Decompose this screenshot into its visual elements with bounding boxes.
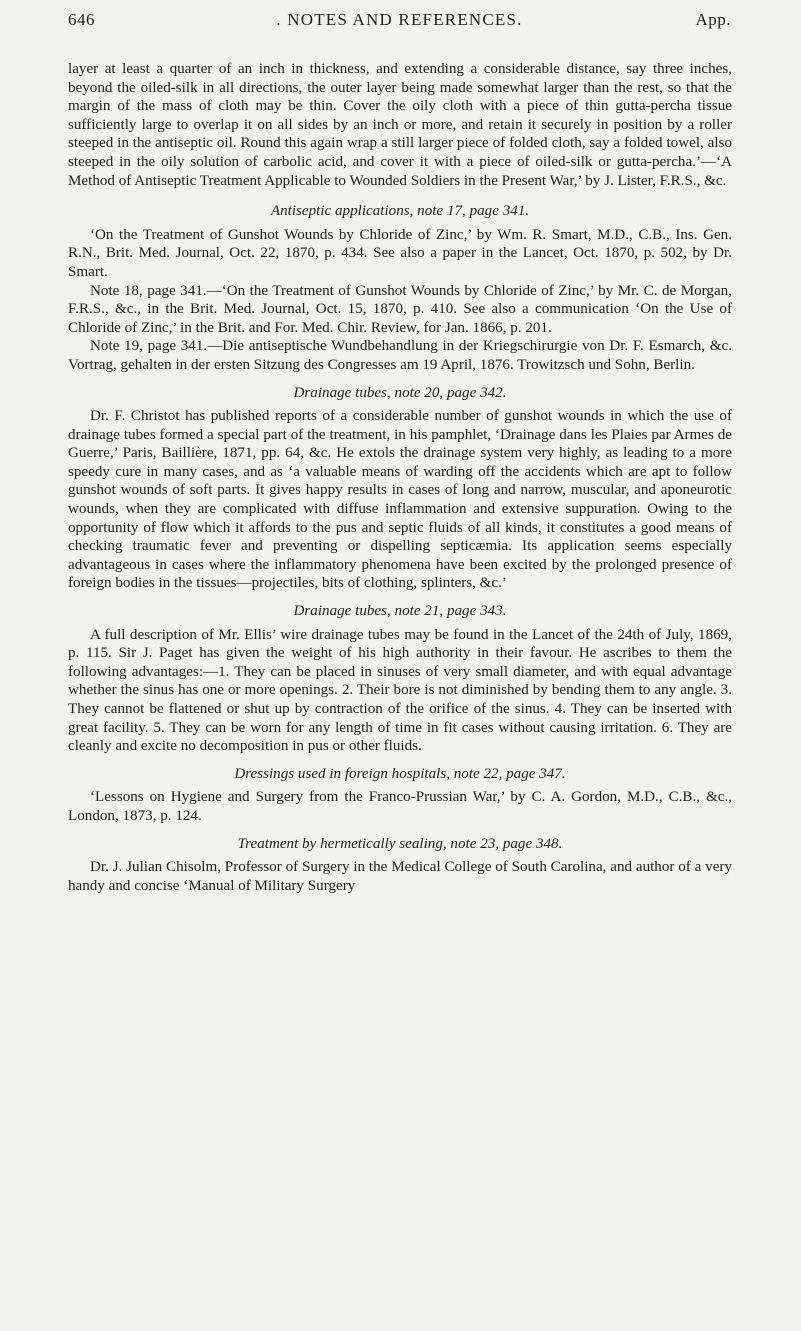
paragraph: A full description of Mr. Ellis’ wire drainage tubes may be found in the Lancet of the 24th of July, 1869, p. 115. Sir J. Paget has given the weight of his high authority in their favour. He ascribes to them the following advantages:—1. They can be placed in sinuses of very small diameter, and with equal advantage whether the sinus has one or more openings. 2. Their bore is not diminished by bending them to any angle. 3. They cannot be flattened or shut up by contraction of the orifice of the sinus. 4. They can be inserted with great facility. 5. They can be worn for any length of time in fit cases without causing irritation. 6. They are cleanly and excite no decomposition in pus or other fluids. (68, 626, 732, 755)
note-heading: Treatment by hermetically sealing, note 23, page 348. (237, 835, 563, 852)
paragraph: Dr. J. Julian Chisolm, Professor of Surgery in the Medical College of South Carolina, and author of a very handy and concise ‘Manual of Military Surgery (68, 859, 732, 894)
paragraph: ‘Lessons on Hygiene and Surgery from the Franco-Prussian War,’ by C. A. Gordon, M.D., C.B., &c., London, 1873, p. 124. (68, 789, 732, 824)
paragraph: layer at least a quarter of an inch in thickness, and extending a considerable distance, say three inches, beyond the oiled-silk in all directions, the outer layer being made somewhat larger than the rest, so that the margin of the mass of cloth may be thin. Cover the oily cloth with a piece of thin gutta-percha tissue sufficiently large to overlap it on all sides by an inch or more, and retain it securely in position by a roller steeped in the antiseptic oil. Round this again wrap a still larger piece of folded cloth, say a folded towel, also steeped in the oily solution of carbolic acid, and cover it with a piece of oiled-silk or gutta-percha.’—‘A Method of Antiseptic Treatment Applicable to Wounded Soldiers in the Present War,’ by J. Lister, F.R.S., &c. (68, 61, 732, 189)
page-body (68, 60, 732, 895)
paragraph: Dr. F. Christot has published reports of a considerable number of gunshot wounds in which the use of drainage tubes formed a special part of the treatment, in his pamphlet, ‘Drainage dans les Plaies par Armes de Guerre,’ Paris, Baillière, 1871, pp. 64, &c. He extols the drainage system very highly, as leading to a more speedy cure in many cases, and as ‘a valuable means of warding off the accidents which are apt to follow gunshot wounds of soft parts. It gives happy results in cases of long and narrow, muscular, and aponeurotic wounds, when they are complicated with diffuse inflammation and extensive suppuration. Owing to the opportunity of flow which it affords to the pus and septic fluids of all kinds, it constitutes a good means of checking traumatic fever and preventing or dispelling septicæmia. Its application seems especially advantageous in cases where the inflammatory phenomena have been excited by the prolonged presence of foreign bodies in the tissues—projectiles, bits of clothing, splinters, &c.’ (68, 408, 732, 592)
paragraph: ‘On the Treatment of Gunshot Wounds by Chloride of Zinc,’ by Wm. R. Smart, M.D., C.B., Ins. Gen. R.N., Brit. Med. Journal, Oct. 22, 1870, p. 434. See also a paper in the Lancet, Oct. 1870, p. 502, by Dr. Smart. (68, 226, 732, 280)
paragraph: Note 18, page 341.—‘On the Treatment of Gunshot Wounds by Chloride of Zinc,’ by Mr. C. de Morgan, F.R.S., &c., in the Brit. Med. Journal, Oct. 15, 1870, p. 410. See also a communication ‘On the Use of Chloride of Zinc,’ in the Brit. and For. Med. Chir. Review, for Jan. 1866, p. 201. (68, 282, 732, 336)
note-heading: Drainage tubes, note 21, page 343. (293, 603, 507, 620)
note-heading: Drainage tubes, note 20, page 342. (293, 384, 507, 401)
paragraph: Note 19, page 341.—Die antiseptische Wundbehandlung in der Kriegschirurgie von Dr. F. Esmarch, &c. Vortrag, gehalten in der ersten Sitzung des Congresses am 19 April, 1876. Trowitzsch und Sohn, Berlin. (68, 338, 732, 373)
running-title: . NOTES AND REFERENCES. (276, 10, 523, 29)
note-heading: Dressings used in foreign hospitals, note 22, page 347. (234, 765, 566, 782)
running-header (68, 10, 731, 36)
section-label: App. (695, 10, 731, 29)
page-number: 646 (68, 10, 95, 29)
note-heading: Antiseptic applications, note 17, page 341. (270, 203, 530, 220)
